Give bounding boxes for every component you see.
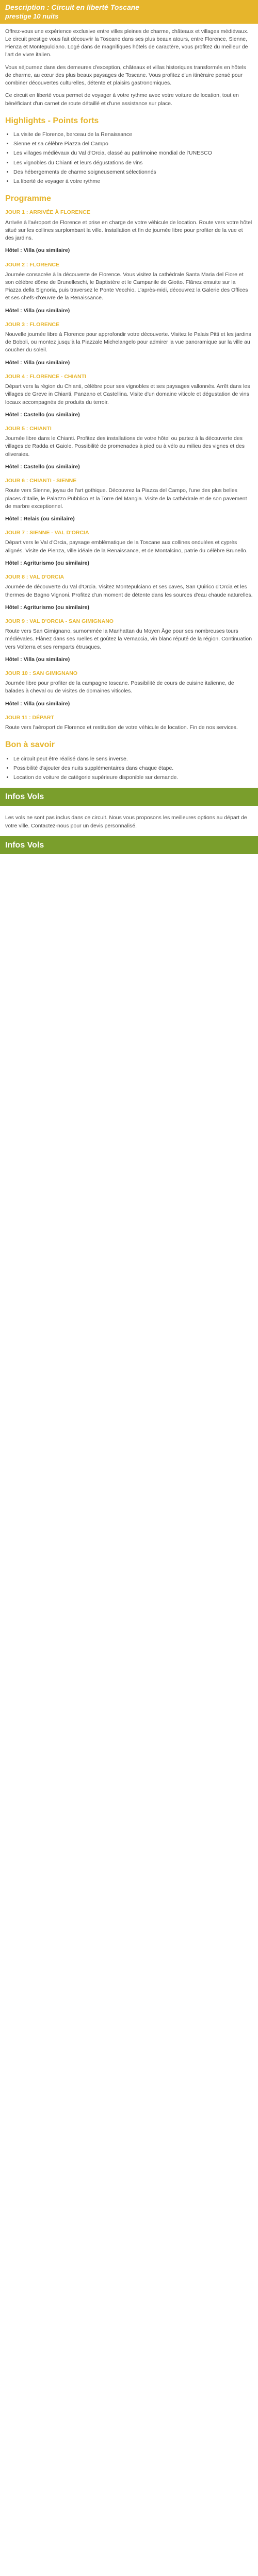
main-content: [0, 24, 258, 782]
page-title: [0, 0, 258, 24]
day-text: Arrivée à l'aéroport de Florence et prise en charge de votre véhicule de location. Route vers votre hôtel situé sur les collines surplombant la ville. Installation et fin de journée libre pour profiter de la vue et des jardins.: [5, 219, 252, 242]
option-item: • Possibilité d'ajouter des nuits supplémentaires dans chaque étape.: [13, 765, 253, 772]
intro-paragraph: Vous séjournez dans des demeures d'exception, châteaux et villas historiques transformés en hôtels de charme, au cœur des plus beaux paysages de Toscane. Vous profitez d'un itinéraire pensé pour combiner découvertes culturelles, détente et plaisirs gastronomiques.: [5, 64, 246, 87]
flights-text: Les vols ne sont pas inclus dans ce circuit. Nous vous proposons les meilleures options au départ de votre ville. Contactez-nous pour un devis personnalisé.: [5, 815, 247, 829]
day-hotel: Hôtel : Villa (ou similaire): [5, 656, 70, 663]
day-title: JOUR 7 : SIENNE - VAL D'ORCIA: [5, 530, 89, 536]
day-hotel: Hôtel : Agriturismo (ou similaire): [5, 560, 89, 566]
day-hotel: Hôtel : Castello (ou similaire): [5, 463, 80, 470]
subtitle-text: prestige 10 nuits: [5, 12, 59, 20]
day-text: Route vers San Gimignano, surnommée la Manhattan du Moyen Âge pour ses nombreuses tours médiévales. Flânez dans ses ruelles et goûtez la Vernaccia, vin blanc réputé de la région. Continuation vers Volterra et ses remparts étrusques.: [5, 628, 252, 650]
day-title: JOUR 1 : ARRIVÉE À FLORENCE: [5, 209, 90, 216]
option-item: • Location de voiture de catégorie supérieure disponible sur demande.: [13, 774, 253, 782]
highlights-heading: Highlights - Points forts: [5, 116, 99, 125]
day-text: Journée libre pour profiter de la campagne toscane. Possibilité de cours de cuisine italienne, de balades à cheval ou de visites de domaines viticoles.: [5, 680, 234, 694]
day-hotel: Hôtel : Villa (ou similaire): [5, 247, 70, 254]
title-text: Description : Circuit en liberté Toscane: [5, 3, 140, 11]
intro-paragraph: Offrez-vous une expérience exclusive entre villes pleines de charme, châteaux et villages médiévaux. Le circuit prestige vous fait découvrir la Toscane dans ses plus beaux atours, entre Florence, Sienne, Pienza et Montepulciano. Logé dans de magnifiques hôtels de caractère, vous profitez du meilleur de l'art de vivre italien.: [5, 28, 249, 58]
program-day: [5, 618, 253, 664]
day-title: JOUR 8 : VAL D'ORCIA: [5, 574, 64, 581]
program-day: [5, 573, 253, 612]
option-item: • Le circuit peut être réalisé dans le sens inverse.: [13, 755, 253, 763]
page: [0, 0, 258, 854]
program-day: [5, 714, 253, 732]
highlight-item: • Sienne et sa célèbre Piazza del Campo: [13, 140, 253, 148]
footer-heading: Infos Vols: [0, 836, 258, 854]
highlight-item: • Les villages médiévaux du Val d'Orcia, classé au patrimoine mondial de l'UNESCO: [13, 149, 253, 157]
day-hotel: Hôtel : Castello (ou similaire): [5, 411, 80, 418]
day-title: JOUR 5 : CHIANTI: [5, 426, 52, 432]
day-title: JOUR 4 : FLORENCE - CHIANTI: [5, 373, 86, 380]
day-hotel: Hôtel : Villa (ou similaire): [5, 700, 70, 707]
day-title: JOUR 10 : SAN GIMIGNANO: [5, 670, 78, 677]
program-heading: Programme: [5, 194, 51, 204]
day-hotel: Hôtel : Agriturismo (ou similaire): [5, 604, 89, 611]
day-title: JOUR 9 : VAL D'ORCIA - SAN GIMIGNANO: [5, 618, 114, 624]
day-text: Nouvelle journée libre à Florence pour approfondir votre découverte. Visitez le Palais Pitti et les jardins de Boboli, ou montez jusqu'à la Piazzale Michelangelo pour admirer la vue panoramique sur la ville au coucher du soleil.: [5, 331, 251, 353]
day-hotel: Hôtel : Villa (ou similaire): [5, 307, 70, 314]
program-day: [5, 670, 253, 708]
highlight-item: • Les vignobles du Chianti et leurs dégustations de vins: [13, 159, 253, 167]
flights-heading: Infos Vols: [0, 788, 258, 806]
options-heading: Bon à savoir: [5, 740, 55, 750]
intro-paragraph: Ce circuit en liberté vous permet de voyager à votre rythme avec votre voiture de location, tout en bénéficiant d'un carnet de route détaillé et d'une assistance sur place.: [5, 92, 239, 107]
day-hotel: Hôtel : Villa (ou similaire): [5, 359, 70, 366]
program-day: [5, 321, 253, 367]
highlight-item: • Des hébergements de charme soigneusement sélectionnés: [13, 168, 253, 176]
program-day: [5, 373, 253, 419]
program-day: [5, 425, 253, 471]
flights-content: [0, 810, 258, 829]
day-title: JOUR 3 : FLORENCE: [5, 321, 60, 328]
options-list: [5, 755, 253, 782]
program-day: [5, 209, 253, 255]
highlight-item: • La visite de Florence, berceau de la Renaissance: [13, 131, 253, 139]
program-day: [5, 261, 253, 315]
program-day: [5, 529, 253, 567]
day-title: JOUR 11 : DÉPART: [5, 714, 54, 721]
day-title: JOUR 2 : FLORENCE: [5, 261, 60, 268]
day-text: Route vers l'aéroport de Florence et restitution de votre véhicule de location. Fin de nos services.: [5, 724, 238, 731]
highlight-item: • La liberté de voyager à votre rythme: [13, 178, 253, 185]
day-hotel: Hôtel : Relais (ou similaire): [5, 515, 75, 522]
program-day: [5, 477, 253, 523]
day-text: Départ vers le Val d'Orcia, paysage emblématique de la Toscane aux collines ondulées et cyprès alignés. Visite de Pienza, ville idéale de la Renaissance, et de Montalcino, patrie du célèbre Brunello.: [5, 539, 248, 554]
day-text: Route vers Sienne, joyau de l'art gothique. Découvrez la Piazza del Campo, l'une des plus belles places d'Italie, le Palazzo Pubblico et la Torre del Mangia. Visite de la cathédrale et de son pavement de marbre exceptionnel.: [5, 487, 247, 510]
day-title: JOUR 6 : CHIANTI - SIENNE: [5, 478, 77, 484]
day-text: Journée libre dans le Chianti. Profitez des installations de votre hôtel ou partez à la découverte des villages de Radda et Gaiole. Possibilité de promenades à pied ou à vélo au milieu des vignes et des oliveraies.: [5, 435, 245, 457]
day-text: Journée de découverte du Val d'Orcia. Visitez Montepulciano et ses caves, San Quirico d'Orcia et les thermes de Bagno Vignoni. Profitez d'un moment de détente dans les sources d'eau chaude naturelles.: [5, 584, 253, 598]
highlights-list: [5, 131, 253, 185]
day-text: Départ vers la région du Chianti, célèbre pour ses vignobles et ses paysages vallonnés. Arrêt dans les villages de Greve in Chianti, Panzano et Castellina. Visite d'un domaine viticole et dégustation de vins locaux accompagnés de produits du terroir.: [5, 383, 250, 405]
day-text: Journée consacrée à la découverte de Florence. Vous visitez la cathédrale Santa Maria del Fiore et son célèbre dôme de Brunelleschi, le Baptistère et le Campanile de Giotto. Flânez ensuite sur la Piazza della Signoria, puis traversez le Ponte Vecchio. L'après-midi, découvrez la Galerie des Offices et ses chefs-d'œuvre de la Renaissance.: [5, 271, 248, 301]
